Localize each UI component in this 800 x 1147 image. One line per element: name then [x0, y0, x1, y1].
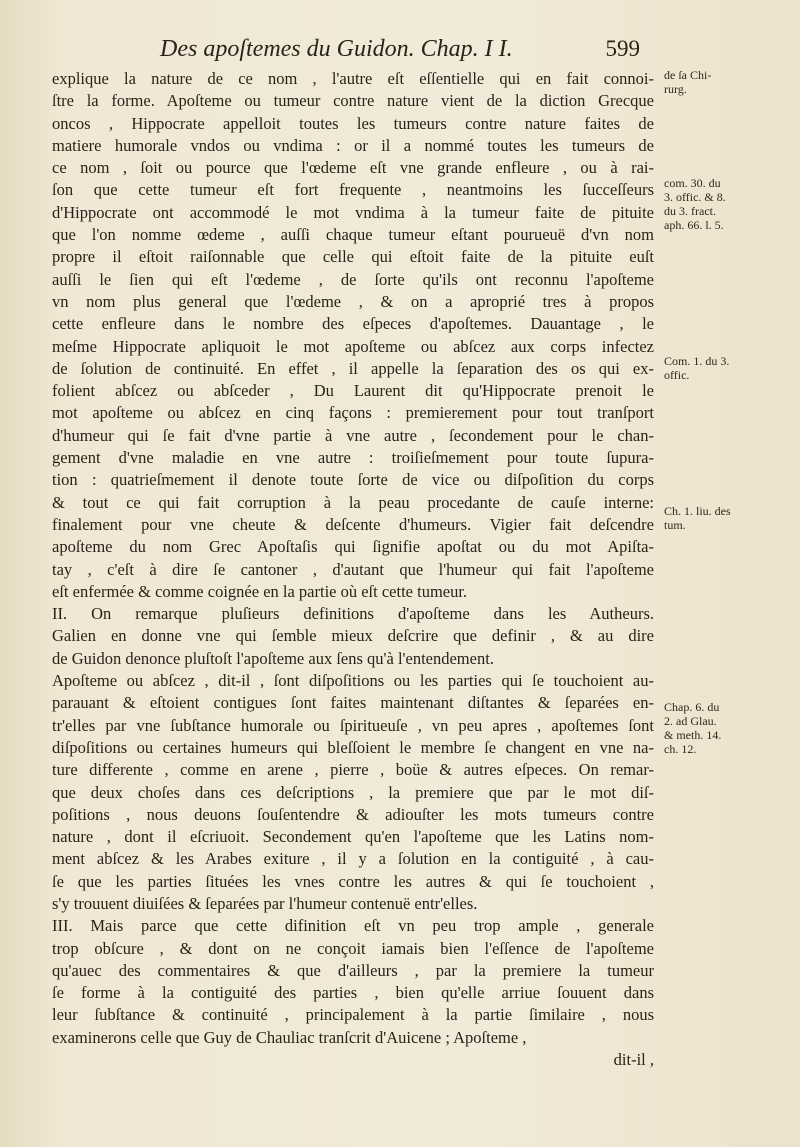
margin-note: Ch. 1. liu. des tum.: [664, 504, 731, 532]
text-line: Apoſteme ou abſcez , dit-il , ſont diſpoſitions ou les parties qui ſe touchoient au-: [52, 671, 654, 691]
text-line: examinerons celle que Guy de Chauliac tranſcrit d'Auicene ; Apoſteme ,: [52, 1027, 527, 1047]
text-line: II. On remarque pluſieurs definitions d'apoſteme dans les Autheurs.: [52, 604, 654, 624]
text-line: folient abſcez ou abſceder , Du Laurent dit qu'Hippocrate prenoit le: [52, 381, 654, 401]
text-line: explique la nature de ce nom , l'autre eſt eſſentielle qui en fait connoi-: [52, 69, 654, 88]
text-line: ſe que les parties ſituées les vnes contre les autres & qui ſe touchoient ,: [52, 871, 654, 891]
running-header: [160, 36, 640, 70]
text-line: poſitions , nous deuons ſouſentendre & adiouſter les mots tumeurs contre: [52, 804, 654, 824]
text-line: tr'elles par vne ſubſtance humorale ou ſpiritueuſe , vn peu apres , apoſtemes ſont: [52, 715, 654, 735]
text-line: auſſi le ſien qui eſt l'œdeme , de ſorte qu'ils ont reconnu l'apoſteme: [52, 269, 654, 289]
text-line: gement d'vne maladie en vne autre : troiſieſmement pour toute ſupura-: [52, 448, 654, 468]
text-line: meſme Hippocrate apliquoit le mot apoſteme ou abſcez aux corps infectez: [52, 336, 654, 356]
margin-note: com. 30. du 3. offic. & 8. du 3. fract. aph. 66. l. 5.: [664, 176, 726, 232]
text-line: s'y trouuent diuiſées & ſeparées par l'humeur contenuë entr'elles.: [52, 893, 478, 913]
text-line: tay , c'eſt à dire ſe cantoner , d'autant que l'humeur qui fait l'apoſteme: [52, 559, 654, 579]
text-line: ture differente , comme en arene , pierre , boüe & autres eſpeces. On remar-: [52, 760, 654, 780]
text-line: III. Mais parce que cette difinition eſt vn peu trop ample , generale: [52, 916, 654, 936]
text-line: que deux choſes dans ces deſcriptions , la premiere que par le mot diſ-: [52, 782, 654, 802]
text-line: leur ſubſtance & continuité , principalement à la partie ſimilaire , nous: [52, 1005, 654, 1025]
text-line: ſe forme à la contiguité des parties , bien qu'elle arriue ſouuent dans: [52, 983, 654, 1003]
text-line: matiere humorale vndos ou vndima : or il a nommé toutes les tumeurs de: [52, 135, 654, 155]
text-line: d'Hippocrate ont accommodé le mot vndima à la tumeur faite de pituite: [52, 202, 654, 222]
text-line: nature , dont il eſcriuoit. Secondement qu'en l'apoſteme que les Latins nom-: [52, 827, 654, 847]
text-line: trop obſcure , & dont on ne conçoit iamais bien l'eſſence de l'apoſteme: [52, 938, 654, 958]
text-line: ſtre la forme. Apoſteme ou tumeur contre nature vient de la diction Grecque: [52, 91, 654, 111]
text-line: dit-il ,: [613, 1050, 654, 1070]
text-line: tion : quatrieſmement il denote toute ſorte de vice ou diſpoſition du corps: [52, 470, 654, 490]
text-line: & tout ce qui fait corruption à la peau procedante de cauſe interne:: [52, 492, 654, 512]
text-line: que l'on nomme œdeme , auſſi chaque tumeur eſtant pourueuë d'vn nom: [52, 225, 654, 245]
text-line: finalement pour vne cheute & deſcente d'humeurs. Vigier fait deſcendre: [52, 514, 654, 534]
text-line: ſon que cette tumeur eſt fort frequente , neantmoins les ſucceſſeurs: [52, 180, 654, 200]
running-title: Des apoſtemes du Guidon. Chap. I I.: [160, 36, 513, 62]
text-line: de ſolution de continuité. En effet , il appelle la ſeparation des os qui ex-: [52, 358, 654, 378]
text-line: qu'auec des commentaires & que d'ailleurs , par la premiere la tumeur: [52, 960, 654, 980]
margin-note: de ſa Chi- rurg.: [664, 68, 712, 96]
text-line: de Guidon denonce pluſtoſt l'apoſteme aux ſens qu'à l'entendement.: [52, 648, 494, 668]
text-line: propre il eſtoit raiſonnable que celle qui eſtoit faite de la pituite euſt: [52, 247, 654, 267]
text-line: ment abſcez & les Arabes exiture , il y a ſolution en la contiguité , à cau-: [52, 849, 654, 869]
text-line: vn nom plus general que l'œdeme , & on a aproprié tres à propos: [52, 291, 654, 311]
main-text: [52, 68, 654, 1071]
text-line: ce nom , ſoit ou pource que l'œdeme eſt vne grande enfleure , ou à rai-: [52, 158, 654, 178]
text-line: mot apoſteme ou abſcez en cinq façons : premierement pour tout tranſport: [52, 403, 654, 423]
page-number: 599: [605, 36, 640, 61]
margin-note: Chap. 6. du 2. ad Glau. & meth. 14. ch. 12.: [664, 700, 722, 756]
text-line: diſpoſitions ou certaines humeurs qui bleſſoient le membre ſe changent en vne na-: [52, 737, 654, 757]
text-line: eſt enfermée & comme coignée en la partie où eſt cette tumeur.: [52, 581, 468, 601]
margin-note: Com. 1. du 3. offic.: [664, 354, 730, 382]
text-line: parauant & eſtoient contigues ſont faites maintenant diſtantes & ſeparées en-: [52, 693, 654, 713]
text-line: oncos , Hippocrate appelloit toutes les tumeurs contre nature faites de: [52, 113, 654, 133]
text-line: d'humeur qui ſe fait d'vne partie à vne autre , ſecondement pour le chan-: [52, 425, 654, 445]
text-line: Galien en donne vne qui ſemble mieux deſcrire que definir , & au dire: [52, 626, 654, 646]
text-line: apoſteme du nom Grec Apoſtaſis qui ſignifie apoſtat ou du mot Apiſta-: [52, 537, 654, 557]
text-line: cette enfleure dans le nombre des eſpeces d'apoſtemes. Dauantage , le: [52, 314, 654, 334]
